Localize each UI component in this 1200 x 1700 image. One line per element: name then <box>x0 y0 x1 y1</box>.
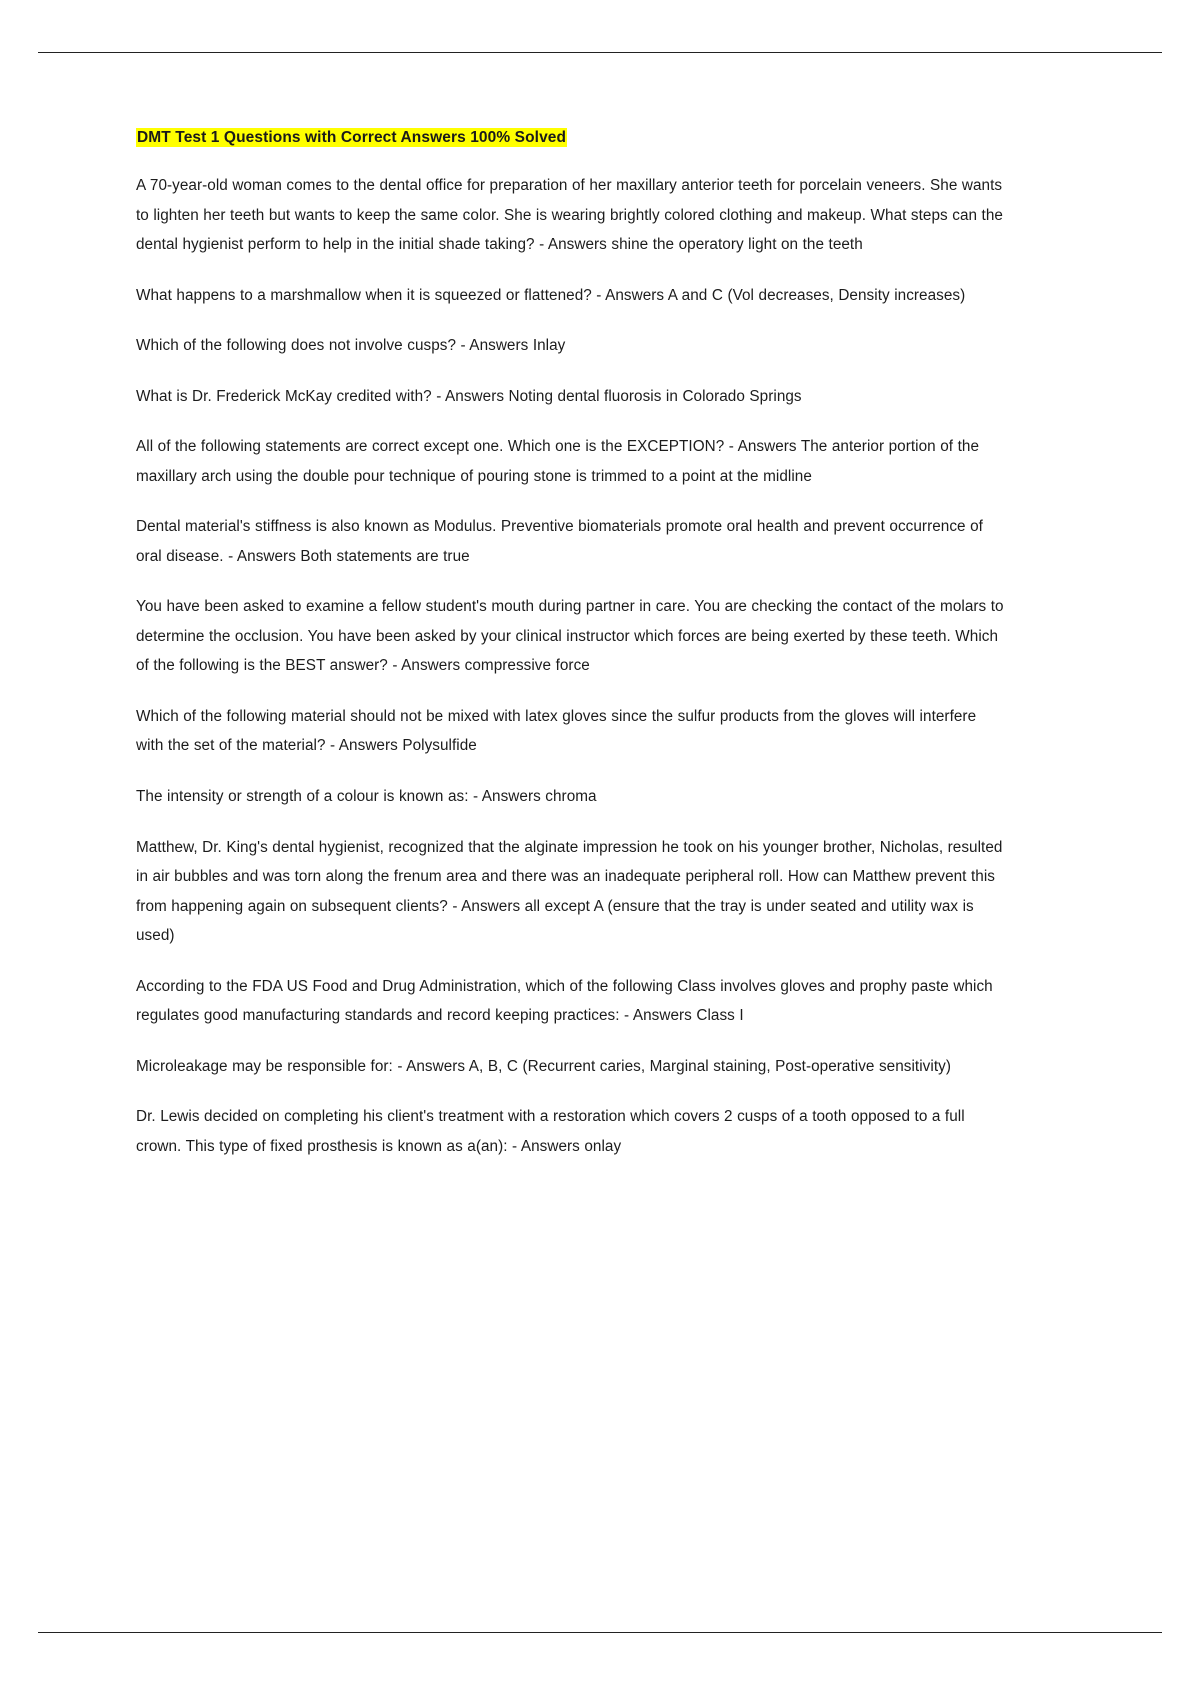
qa-paragraph: Microleakage may be responsible for: - Answers A, B, C (Recurrent caries, Marginal staining, Post-operative sensitivity) <box>136 1057 951 1075</box>
header-divider <box>38 52 1162 53</box>
qa-paragraph: Which of the following does not involve cusps? - Answers Inlay <box>136 337 566 355</box>
footer-divider <box>38 1632 1162 1633</box>
page-title <box>136 126 1004 149</box>
qa-paragraph: What happens to a marshmallow when it is squeezed or flattened? - Answers A and C (Vol decreases, Density increases) <box>136 286 966 304</box>
qa-paragraph: All of the following statements are correct except one. Which one is the EXCEPTION? - Answers The anterior portion of the maxillary arch using the double pour technique of pouring stone is trimmed to a point at the midline <box>136 438 979 485</box>
document-body <box>136 126 1004 1161</box>
qa-paragraph: Which of the following material should not be mixed with latex gloves since the sulfur products from the gloves will interfere with the set of the material? - Answers Polysulfide <box>136 707 977 755</box>
qa-paragraph: According to the FDA US Food and Drug Administration, which of the following Class involves gloves and prophy paste which regulates good manufacturing standards and record keeping practices: - Answers Class I <box>136 977 993 1025</box>
qa-paragraph: Dental material's stiffness is also known as Modulus. Preventive biomaterials promote oral health and prevent occurrence of oral disease. - Answers Both statements are true <box>136 518 983 565</box>
qa-paragraph: A 70-year-old woman comes to the dental office for preparation of her maxillary anterior teeth for porcelain veneers. She wants to lighten her teeth but wants to keep the same color. She is wearing brightly colored clothing and makeup. What steps can the dental hygienist perform to help in the initial shade taking? - Answers shine the operatory light on the teeth <box>136 177 1003 254</box>
qa-paragraph: Dr. Lewis decided on completing his client's treatment with a restoration which covers 2 cusps of a tooth opposed to a full crown. This type of fixed prosthesis is known as a(an): - Answers onlay <box>136 1108 965 1155</box>
qa-paragraph: You have been asked to examine a fellow student's mouth during partner in care. You are checking the contact of the molars to determine the occlusion. You have been asked by your clinical instructor which forces are being exerted by these teeth. Which of the following is the BEST answer? - Answers compressive force <box>136 598 1004 675</box>
qa-paragraph: The intensity or strength of a colour is known as: - Answers chroma <box>136 787 597 805</box>
page-title-text: DMT Test 1 Questions with Correct Answers 100% Solved <box>137 129 567 146</box>
qa-paragraph: Matthew, Dr. King's dental hygienist, recognized that the alginate impression he took on his younger brother, Nicholas, resulted in air bubbles and was torn along the frenum area and there was an inadequate peripheral roll. How can Matthew prevent this from happening again on subsequent clients? - Answers all except A (ensure that the tray is under seated and utility wax is used) <box>136 838 1003 945</box>
qa-paragraph: What is Dr. Frederick McKay credited with? - Answers Noting dental fluorosis in Colorado Springs <box>136 387 802 405</box>
